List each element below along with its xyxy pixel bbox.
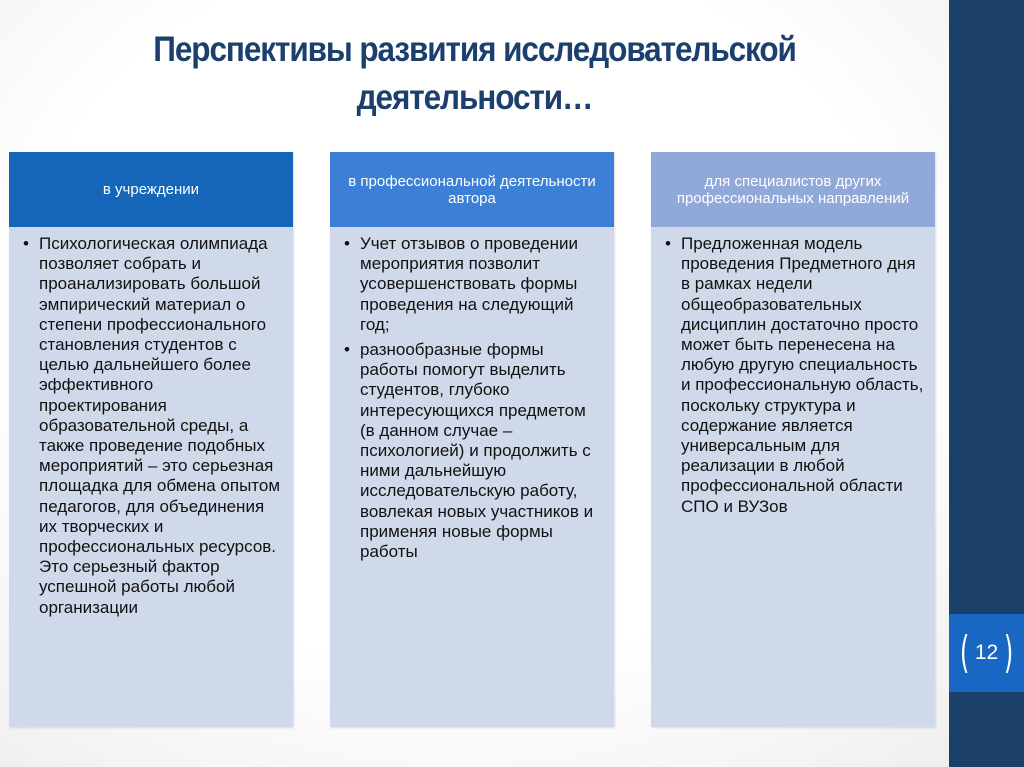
list-item	[342, 340, 604, 562]
column-body	[651, 227, 935, 517]
bullet-list	[663, 234, 925, 517]
bullet-icon: •	[665, 234, 671, 253]
bullet-icon: •	[23, 234, 29, 253]
slide-title-line-2: деятельности…	[356, 78, 593, 117]
column-body	[9, 227, 293, 618]
column-header: в учреждении	[9, 152, 293, 227]
list-item-text: Учет отзывов о проведении мероприятия позволит усовершенствовать формы проведения на следующий год;	[360, 234, 578, 334]
column-other-specialists	[651, 152, 935, 727]
column-header: в профессиональной деятельности автора	[330, 152, 614, 227]
list-item	[663, 234, 925, 517]
page-number: 12	[974, 641, 999, 664]
column-author-activity	[330, 152, 614, 727]
list-item	[21, 234, 283, 618]
column-body	[330, 227, 614, 562]
list-item-text: Предложенная модель проведения Предметного дня в рамках недели общеобразовательных дисциплин достаточно просто может быть перенесена на любую другую специальность и профессиональную область, поскольку структура и содержание является универсальным для реализации в любой профессиональной области СПО и ВУЗов	[681, 234, 924, 516]
right-bracket-icon: )	[1004, 627, 1014, 678]
slide-title	[48, 26, 902, 122]
slide-title-line-1: Перспективы развития исследовательской	[153, 30, 796, 69]
bullet-list	[21, 234, 283, 618]
left-bracket-icon: (	[959, 627, 969, 678]
bullet-icon: •	[344, 340, 350, 360]
list-item	[342, 234, 604, 335]
column-header: для специалистов других профессиональных направлений	[651, 152, 935, 227]
page-number-badge	[949, 614, 1024, 692]
list-item-text: Психологическая олимпиада позволяет собрать и проанализировать большой эмпирический материал о степени профессионального становления студентов с целью дальнейшего более эффективного проектирования образовательной среды, а также проведение подобных мероприятий – это серьезная площадка для обмена опытом педагогов, для объединения их творческих и профессиональных ресурсов. Это серьезный фактор успешной работы любой организации	[39, 234, 281, 617]
bullet-list	[342, 234, 604, 562]
bullet-icon: •	[344, 234, 350, 253]
column-institution	[9, 152, 293, 727]
list-item-text: разнообразные формы работы помогут выделить студентов, глубоко интересующихся предметом (в данном случае – психологией) и продолжить с ними дальнейшую исследовательскую работу, вовлекая новых участников и применяя новые формы работы	[360, 340, 594, 562]
